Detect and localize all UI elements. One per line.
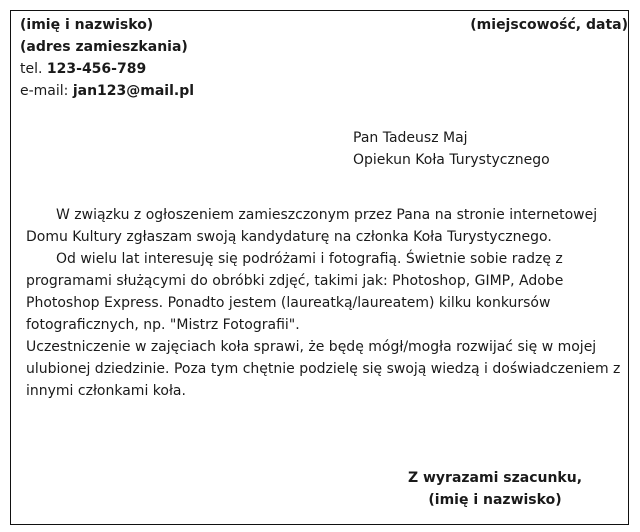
email-value: jan123@mail.pl — [72, 83, 195, 99]
phone-label: tel. — [20, 61, 47, 77]
place-date: (miejscowość, data) — [470, 17, 628, 33]
body-line: Domu Kultury zgłaszam swoją kandydaturę na członka Koła Turystycznego. — [26, 229, 552, 245]
letter-body — [26, 204, 626, 402]
sender-phone — [20, 59, 146, 79]
body-line: Uczestniczenie w zajęciach koła sprawi, że będę mógł/mogła rozwijać się w mojej — [26, 339, 597, 355]
closing-greeting: Z wyrazami szacunku, — [407, 470, 583, 486]
closing-signature: (imię i nazwisko) — [428, 492, 562, 508]
body-line: Photoshop Express. Ponadto jestem (laureatką/laureatem) kilku konkursów — [26, 295, 551, 311]
body-line: W związku z ogłoszeniem zamieszczonym przez Pana na stronie internetowej — [56, 207, 598, 223]
body-line: fotograficznych, np. "Mistrz Fotografii". — [26, 317, 300, 333]
phone-value: 123-456-789 — [46, 61, 147, 77]
body-line: ulubionej dziedzinie. Poza tym chętnie podzielę się swoją wiedzą i doświadczeniem z — [26, 361, 621, 377]
body-line: programami służącymi do obróbki zdjęć, takimi jak: Photoshop, GIMP, Adobe — [26, 273, 564, 289]
sender-email — [20, 81, 194, 101]
sender-name: (imię i nazwisko) — [20, 17, 154, 33]
sender-address: (adres zamieszkania) — [20, 39, 188, 55]
body-line: innymi członkami koła. — [26, 383, 186, 399]
addressee-name: Pan Tadeusz Maj — [353, 130, 468, 146]
email-label: e-mail: — [20, 83, 73, 99]
addressee-role: Opiekun Koła Turystycznego — [353, 152, 550, 168]
body-line: Od wielu lat interesuję się podróżami i fotografią. Świetnie sobie radzę z — [56, 251, 563, 267]
